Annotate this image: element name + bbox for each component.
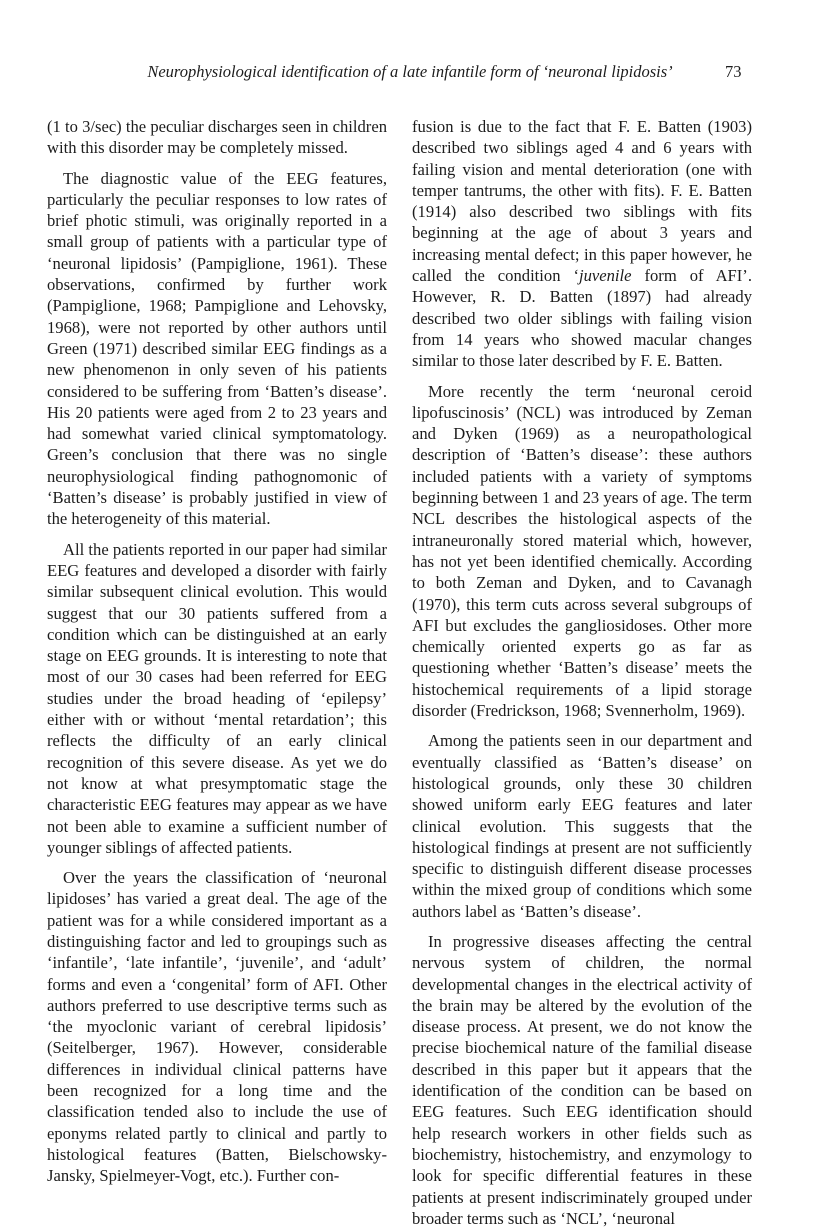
- left-column: [47, 116, 387, 1187]
- paragraph: The diagnostic value of the EEG features, particularly the peculiar responses to low rates of brief photic stimuli, was originally reported in a small group of patients with a particular type of ‘neuronal lipidosis’ (Pampiglione, 1961). These observations, confirmed by further work (Pampiglione, 1968; Pampiglione and Lehovsky, 1968), were not reported by other authors until Green (1971) described similar EEG findings as a new phenomenon in only seven of his patients considered to be suffering from ‘Batten’s disease’. His 20 patients were aged from 2 to 23 years and had somewhat varied clinical symptomatology. Green’s conclusion that there was no single neurophysiological finding pathognomonic of ‘Batten’s disease’ is probably justified in view of the heterogeneity of this material.: [47, 168, 387, 529]
- paragraph: In progressive diseases affecting the central nervous system of children, the normal developmental changes in the electrical activity of the brain may be altered by the evolution of the disease process. At present, we do not know the precise biochemical nature of the familial disease described in this paper but it appears that the identification of the condition can be based on EEG features. Such EEG identification should help research workers in other fields such as biochemistry, histochemistry, and enzymology to look for specific differential features in these patients at present indiscriminately grouped under broader terms such as ‘NCL’, ‘neuronal: [412, 931, 752, 1228]
- paragraph: Over the years the classification of ‘neuronal lipidoses’ has varied a great deal. The age of the patient was for a while considered important as a distinguishing factor and led to groupings such as ‘infantile’, ‘late infantile’, ‘juvenile’, and ‘adult’ forms and even a ‘congenital’ form of AFI. Other authors preferred to use descriptive terms such as ‘the myoclonic variant of cerebral lipidosis’ (Seitelberger, 1967). However, considerable differences in individual clinical patterns have been recognized for a long time and the classification tended also to include the use of eponyms related partly to clinical and partly to histological features (Batten, Bielschowsky-Jansky, Spielmeyer-Vogt, etc.). Further con-: [47, 868, 387, 1186]
- right-column: [412, 116, 752, 1229]
- paragraph: [412, 116, 752, 372]
- running-title: Neurophysiological identification of a late infantile form of ‘neuronal lipidosis’: [147, 62, 673, 81]
- paragraph: More recently the term ‘neuronal ceroid lipofuscinosis’ (NCL) was introduced by Zeman and Dyken (1969) as a neuropathological description of ‘Batten’s disease’: these authors included patients with a variety of symptoms beginning between 1 and 23 years of age. The term NCL describes the histological aspects of the intraneuronally stored material which, however, has not yet been identified chemically. According to both Zeman and Dyken, and to Cavanagh (1970), this term cuts across several subgroups of AFI but excludes the gangliosidoses. Other more chemically oriented experts go as far as questioning whether ‘Batten’s disease’ meets the histochemical requirements of a lipid storage disorder (Fredrickson, 1968; Svennerholm, 1969).: [412, 381, 752, 721]
- page-number: 73: [725, 62, 742, 81]
- paragraph: (1 to 3/sec) the peculiar discharges seen in children with this disorder may be completely missed.: [47, 117, 387, 158]
- paragraph: All the patients reported in our paper had similar EEG features and developed a disorder with fairly similar subsequent clinical evolution. This would suggest that our 30 patients suffered from a condition which can be distinguished at an early stage on EEG grounds. It is interesting to note that most of our 30 cases had been referred for EEG studies under the broad heading of ‘epilepsy’ either with or without ‘mental retardation’; this reflects the difficulty of an early clinical recognition of this severe disease. As yet we do not know at what presymptomatic stage the characteristic EEG features may appear as we have not been able to examine a sufficient number of younger siblings of affected patients.: [47, 539, 387, 857]
- text-run: form of AFI’. However, R. D. Batten (1897) had already described two older siblings with failing vision from 14 years who showed macular changes similar to those later described by F. E. Batten.: [412, 266, 752, 371]
- paragraph: Among the patients seen in our department and eventually classified as ‘Batten’s disease’ on histological grounds, only these 30 children showed uniform early EEG features and later clinical evolution. This suggests that the histological findings at present are not sufficiently specific to distinguish different disease processes within the mixed group of conditions which some authors label as ‘Batten’s disease’.: [412, 731, 752, 921]
- italic-term: juvenile: [578, 266, 632, 286]
- text-run: fusion is due to the fact that F. E. Batten (1903) described two siblings aged 4 and 6 years with failing vision and mental deterioration (one with temper tantrums, the other with fits). F. E. Batten (1914) also described two siblings with fits beginning at the age of about 3 years and increasing mental defect; in this paper however, he called the condition ‘: [412, 117, 752, 286]
